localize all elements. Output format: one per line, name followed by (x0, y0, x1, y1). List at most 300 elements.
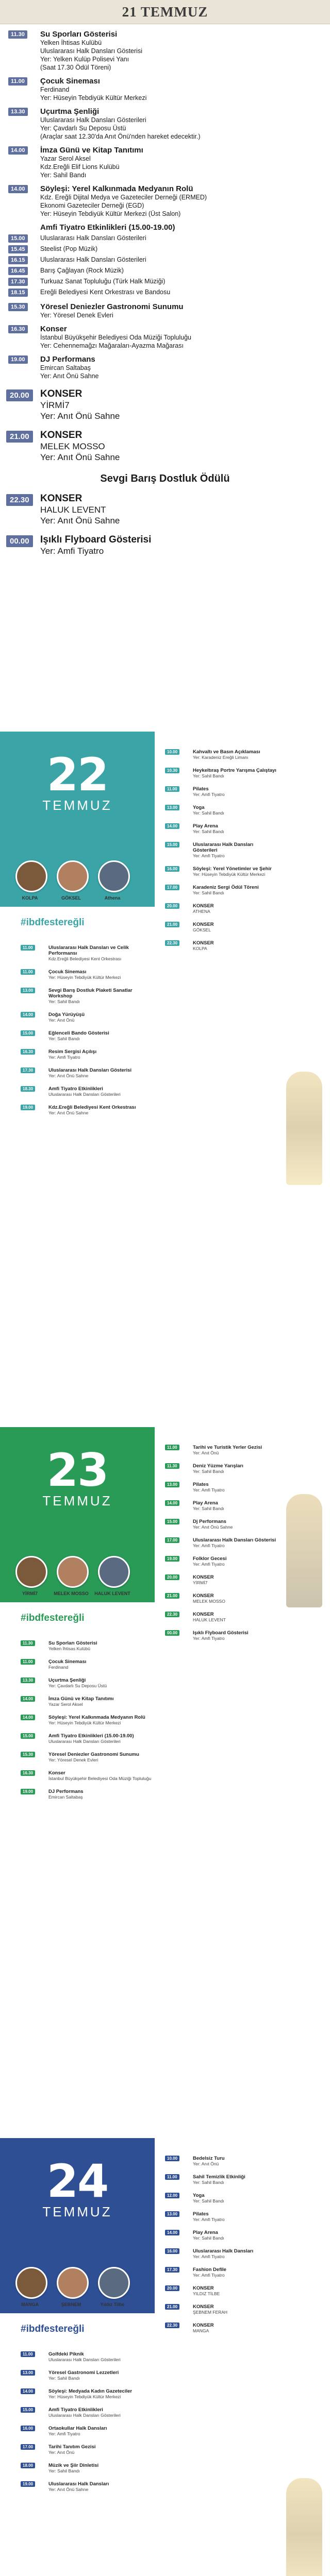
poster-event-title: Sevgi Barış Dostluk Plaketi Sanatlar Workshop (48, 988, 133, 999)
event-title: İmza Günü ve Kitap Tanıtımı (40, 146, 143, 155)
poster-event (21, 1752, 155, 1763)
poster-event-detail: Yer: Anıt Önü Sahne (48, 1073, 89, 1078)
poster-event-title: Söyleşi: Yerel Kalkınmada Medyanın Rolü (48, 1715, 145, 1720)
poster-time-badge: 15.30 (21, 1752, 35, 1757)
poster-event-title: Doğa Yürüyüşü (48, 1012, 85, 1018)
poster-time-badge: 11.00 (165, 2174, 179, 2180)
poster-time-badge: 14.00 (165, 2230, 179, 2235)
schedule-item (0, 223, 330, 232)
poster-event (21, 2426, 155, 2437)
time-badge: 13.30 (8, 108, 28, 116)
poster-event-title: Çocuk Sineması (48, 969, 87, 975)
poster-event-title: Play Arena (193, 1500, 218, 1506)
poster-event (165, 823, 278, 835)
poster-event (165, 1630, 278, 1641)
poster-time-badge: 11.00 (165, 786, 179, 792)
time-badge: 00.00 (6, 535, 33, 547)
poster-time-badge: 14.00 (21, 2388, 35, 2394)
poster-day-number: 23 (46, 1444, 108, 1497)
poster-event (21, 1030, 155, 1042)
time-badge: 20.00 (6, 389, 33, 401)
event-detail: HALUK LEVENT (40, 505, 106, 515)
poster-event-title: Play Arena (193, 823, 218, 829)
poster-event-title: Kahvaltı ve Basın Açıklaması (193, 749, 260, 755)
poster-event (165, 940, 278, 952)
day-poster (0, 732, 330, 1412)
poster-event-detail: Uluslararası Halk Dansları Gösterileri (48, 2357, 121, 2362)
poster-right-column (165, 1437, 278, 1641)
poster-event-detail: Yer: Amfi Tiyatro (48, 2431, 80, 2436)
poster-hashtag: #ibdfestereğli (21, 917, 85, 928)
poster-event-detail: Ferdinand (48, 1665, 69, 1670)
artist-name: YİRMİ7 (22, 1591, 38, 1596)
poster-event-detail: Yer: Anıt Önü (48, 2450, 75, 2455)
poster-left-column (21, 1633, 155, 1800)
poster-event-detail: Yer: Sahil Bandı (48, 999, 80, 1004)
event-detail: Uluslararası Halk Dansları Gösterileri (40, 234, 146, 242)
poster-event (165, 2248, 278, 2260)
event-detail: Yer: Anıt Önü Sahne (40, 516, 120, 526)
poster-hashtag: #ibdfestereğli (21, 1613, 85, 1623)
poster-event-title: KONSER (193, 2323, 214, 2328)
poster-event-detail: Yer: Amfi Tiyatro (193, 2273, 225, 2278)
time-badge: 16.45 (8, 267, 28, 275)
poster-event-detail: Yer: Hüseyin Tebdiyük Kültür Merkezi (48, 975, 121, 980)
poster-time-badge: 17.00 (21, 2444, 35, 2450)
poster-event-title: Bedelsiz Turu (193, 2156, 225, 2161)
poster-event-detail: Yer: Sahil Bandı (193, 810, 224, 816)
time-badge: 16.30 (8, 325, 28, 333)
poster-event (165, 866, 278, 877)
poster-event-detail: ŞEBNEM FERAH (193, 2310, 228, 2315)
schedule-item (0, 302, 330, 319)
poster-event (21, 2444, 155, 2455)
poster-event-detail: Yer: Amfi Tiyatro (193, 2217, 225, 2222)
poster-event-title: KONSER (193, 2285, 214, 2291)
poster-event-title: Uluslararası Halk Dansları (193, 2248, 254, 2254)
poster-event (21, 2388, 155, 2400)
poster-event (21, 2351, 155, 2363)
poster-event (165, 2323, 278, 2334)
poster-event-detail: YILDIZ TİLBE (193, 2291, 220, 2296)
poster-event-detail: MELEK MOSSO (193, 1599, 225, 1604)
poster-event-detail: Yer: Sahil Bandı (193, 2198, 224, 2204)
poster-event-detail: Yer: Sahil Bandı (193, 2235, 224, 2241)
poster-event-detail: Yer: Amfi Tiyatro (193, 1543, 225, 1548)
poster-time-badge: 14.00 (21, 1012, 35, 1018)
poster-time-badge: 20.00 (165, 1574, 179, 1580)
poster-event-title: Kdz.Ereğli Belediyesi Kent Orkestrası (48, 1105, 136, 1110)
schedule-item (0, 234, 330, 243)
artist-name: MELEK MOSSO (54, 1591, 89, 1596)
poster-event-detail: Yer: Sahil Bandı (193, 1469, 224, 1474)
poster-event-title: Dj Performans (193, 1519, 226, 1524)
poster-event (165, 1556, 278, 1567)
poster-event (165, 2174, 278, 2185)
poster-time-badge: 17.00 (165, 1537, 179, 1543)
poster-event-detail: Yer: Anıt Önü Sahne (48, 2487, 89, 2492)
poster-event (165, 2267, 278, 2278)
event-title: Söyleşi: Yerel Kalkınmada Medyanın Rolü (40, 184, 193, 193)
poster-time-badge: 16.30 (21, 1049, 35, 1055)
poster-event (165, 786, 278, 798)
poster-event (165, 842, 278, 859)
poster-event-title: Yoga (193, 805, 205, 810)
artist-name: Athena (104, 895, 121, 901)
poster-event (165, 1593, 278, 1604)
poster-time-badge: 21.00 (165, 2304, 179, 2310)
schedule-item (0, 430, 330, 463)
poster-time-badge: 17.30 (165, 2267, 179, 2273)
schedule-list (0, 25, 330, 556)
poster-event (165, 1463, 278, 1475)
schedule-item (0, 534, 330, 556)
event-title: Su Sporları Gösterisi (40, 30, 118, 39)
poster-event (165, 922, 278, 933)
poster-event (165, 885, 278, 896)
day-poster (0, 2138, 330, 2576)
poster-time-badge: 19.00 (165, 1556, 179, 1562)
poster-event-title: Deniz Yüzme Yarışları (193, 1463, 243, 1469)
event-detail: Ferdinand (40, 86, 70, 93)
award-title: Sevgi Barış Dostluk Ödülü (100, 473, 230, 484)
poster-event-detail: Yer: Amfi Tiyatro (193, 792, 225, 797)
poster-time-badge: 11.00 (165, 1445, 179, 1450)
poster-time-badge: 19.00 (21, 1105, 35, 1110)
poster-time-badge: 17.30 (21, 1067, 35, 1073)
poster-event-detail: Yer: Anıt Önü (193, 1450, 219, 1455)
poster-event-title: Uluslararası Halk Dansları Gösterisi (48, 1067, 132, 1073)
statue-decoration (286, 1494, 322, 1607)
poster-day-number: 22 (46, 748, 108, 801)
poster-event-title: Play Arena (193, 2230, 218, 2235)
poster-time-badge: 13.00 (165, 1482, 179, 1487)
event-detail: Yer: Amfi Tiyatro (40, 546, 104, 556)
poster-time-badge: 15.00 (21, 1030, 35, 1036)
schedule-item (0, 30, 330, 72)
poster-event-title: KONSER (193, 922, 214, 927)
poster-event (21, 1715, 155, 1726)
poster-time-badge: 19.00 (21, 1789, 35, 1794)
schedule-item (0, 277, 330, 286)
poster-event (165, 1612, 278, 1623)
poster-time-badge: 16.00 (21, 2426, 35, 2431)
artist-avatar (15, 2267, 47, 2299)
poster-time-badge: 16.00 (165, 866, 179, 872)
poster-time-badge: 22.30 (165, 2323, 179, 2328)
statue-decoration (286, 1072, 322, 1185)
poster-event (21, 1733, 155, 1744)
poster-event-detail: Yer: Hüseyin Tebdiyük Kültür Merkezi (48, 2394, 121, 2399)
poster-event-detail: Yer: Sahil Bandı (193, 1506, 224, 1511)
artist-avatar (57, 2267, 89, 2299)
time-badge: 15.30 (8, 303, 28, 311)
poster-time-badge: 10.00 (165, 749, 179, 755)
time-badge: 11.30 (8, 30, 27, 39)
artist-name: GÖKSEL (61, 895, 81, 901)
poster-event (165, 1537, 278, 1549)
poster-event (21, 969, 155, 980)
poster-time-badge: 14.00 (165, 1500, 179, 1506)
poster-event (165, 1500, 278, 1512)
poster-event-title: Amfi Tiyatro Etkinlikleri (48, 1086, 103, 1092)
poster-event (21, 1677, 155, 1689)
poster-time-badge: 17.00 (165, 885, 179, 890)
poster-event-detail: Yer: Sahil Bandı (193, 773, 224, 778)
event-detail: Yer: Yelken Kulüp Polisevi Yanı (40, 56, 129, 63)
poster-event (21, 1770, 155, 1782)
poster-event-title: Resim Sergisi Açılışı (48, 1049, 97, 1055)
event-detail: Yer: Çavdarlı Su Deposu Üstü (40, 125, 126, 132)
poster-event (165, 805, 278, 816)
poster-time-badge: 16.00 (165, 2248, 179, 2254)
poster-event (165, 1574, 278, 1586)
schedule-item (0, 107, 330, 141)
poster-event-title: KONSER (193, 1574, 214, 1580)
artist-avatar (57, 860, 89, 892)
schedule-item (0, 184, 330, 218)
poster-time-badge: 11.00 (21, 969, 35, 975)
poster-time-badge: 13.00 (165, 2211, 179, 2217)
poster-time-badge: 11.30 (21, 1640, 35, 1646)
day-poster (0, 1427, 330, 2123)
poster-event-detail: Yer: Anıt Önü (193, 2161, 219, 2166)
event-detail: YİRMİ7 (40, 400, 70, 410)
page-header (0, 0, 330, 24)
poster-event-title: Çocuk Sineması (48, 1659, 87, 1665)
event-detail: Uluslararası Halk Dansları Gösterisi (40, 47, 142, 55)
poster-event-detail: YİRMİ7 (193, 1580, 208, 1585)
poster-event-title: Uluslararası Halk Dansları ve Celik Performansı (48, 945, 129, 956)
artist-name: KOLPA (22, 895, 38, 901)
poster-time-badge: 15.00 (21, 2407, 35, 2413)
poster-event-detail: Yer: Çavdarlı Su Deposu Üstü (48, 1683, 107, 1688)
poster-event (165, 768, 278, 779)
poster-time-badge: 10.30 (165, 768, 179, 773)
poster-event-detail: Yazar Serol Aksel (48, 1702, 83, 1707)
poster-event-title: Yöresel Deniezler Gastronomi Sunumu (48, 1752, 139, 1757)
poster-event (21, 2370, 155, 2381)
poster-event-title: Uluslararası Halk Dansları Gösterileri (193, 842, 254, 853)
poster-event-detail: Yer: Amfi Tiyatro (48, 1055, 80, 1060)
poster-event-title: Golfdeki Piknik (48, 2351, 84, 2357)
event-detail: Yelken İhtisas Kulübü (40, 39, 102, 46)
poster-event-detail: İstanbul Büyükşehir Belediyesi Oda Müziği Topluluğu (48, 1776, 152, 1781)
poster-left-column (21, 2344, 155, 2493)
event-detail: Emircan Saltabaş (40, 364, 91, 371)
time-badge: 11.00 (8, 77, 27, 86)
poster-month: TEMMUZ (42, 798, 112, 813)
poster-event-title: Pilates (193, 786, 209, 792)
schedule-item (0, 146, 330, 179)
poster-time-badge: 15.00 (21, 1733, 35, 1739)
event-title: Konser (40, 325, 67, 333)
poster-event (21, 1696, 155, 1707)
event-detail: Yer: Hüseyin Tebdiyük Kültür Merkezi (Üst Salon) (40, 210, 181, 217)
poster-event-title: KONSER (193, 940, 214, 946)
poster-event-title: DJ Performans (48, 1789, 84, 1794)
poster-time-badge: 11.00 (21, 945, 35, 951)
poster-event (165, 1519, 278, 1530)
poster-right-column (165, 2148, 278, 2334)
poster-event-title: Pilates (193, 1482, 209, 1487)
poster-event-detail: Yer: Hüseyin Tebdiyük Kültür Merkezi (48, 1720, 121, 1725)
poster-time-badge: 14.00 (165, 823, 179, 829)
poster-event-title: Heykeltıraş Portre Yarışma Çalıştayı (193, 768, 276, 773)
poster-event-title: Konser (48, 1770, 65, 1776)
schedule-item (0, 325, 330, 350)
artist-name: MANGA (21, 2302, 39, 2307)
event-detail: MELEK MOSSO (40, 442, 105, 451)
event-detail: Uluslararası Halk Dansları Gösterileri (40, 116, 146, 124)
poster-event-detail: Yer: Sahil Bandı (48, 2376, 80, 2381)
poster-event-detail: Yer: Sahil Bandı (193, 829, 224, 834)
poster-event (165, 2193, 278, 2204)
event-title: Uçurtma Şenliği (40, 107, 100, 116)
poster-event (21, 1012, 155, 1023)
poster-event (165, 749, 278, 760)
poster-event-detail: Yer: Sahil Bandı (193, 890, 224, 895)
poster-event (165, 2285, 278, 2297)
artist-avatar (15, 1556, 47, 1588)
poster-time-badge: 13.00 (165, 805, 179, 810)
artist-avatar (57, 1556, 89, 1588)
poster-event (165, 903, 278, 914)
poster-event (165, 2211, 278, 2223)
event-detail: Turkuaz Sanat Topluluğu (Türk Halk Müziği) (40, 278, 166, 285)
poster-hashtag: #ibdfestereğli (21, 2324, 85, 2334)
event-title: KONSER (40, 493, 82, 504)
poster-event (21, 1789, 155, 1800)
event-detail: (Saat 17.30 Ödül Töreni) (40, 64, 111, 71)
time-badge: 17.30 (8, 278, 28, 286)
poster-event-detail: KOLPA (193, 946, 207, 951)
poster-event-title: Karadeniz Sergi Ödül Töreni (193, 885, 259, 890)
poster-time-badge: 20.00 (165, 2285, 179, 2291)
poster-time-badge: 16.30 (21, 1770, 35, 1776)
poster-event-title: Işıklı Flyboard Gösterisi (193, 1630, 249, 1636)
poster-event (21, 2463, 155, 2474)
schedule-item (0, 288, 330, 297)
poster-month: TEMMUZ (42, 1493, 112, 1509)
poster-event-title: Tarihi Tanıtım Gezisi (48, 2444, 96, 2450)
schedule-item (0, 266, 330, 276)
schedule-item (0, 355, 330, 380)
time-badge: 18.15 (8, 289, 28, 297)
poster-event-title: Fashion Defile (193, 2267, 226, 2273)
poster-event-detail: Yer: Anıt Önü Sahne (48, 1110, 89, 1115)
poster-event-title: Söyleşi: Yerel Yönetimler ve Şehir (193, 866, 272, 872)
schedule-item (0, 256, 330, 265)
poster-event-title: Müzik ve Şiir Dinletisi (48, 2463, 99, 2468)
event-detail: Yer: Anıt Önü Sahne (40, 372, 99, 380)
poster-event-detail: Yer: Anıt Önü (48, 1018, 75, 1023)
poster-time-badge: 18.30 (21, 1086, 35, 1092)
poster-event-title: İmza Günü ve Kitap Tanıtımı (48, 1696, 114, 1702)
page-title: 21 TEMMUZ (122, 4, 208, 20)
poster-time-badge: 21.00 (165, 922, 179, 927)
poster-event (21, 1086, 155, 1097)
poster-event-title: Yöresel Gastronomi Lezzetleri (48, 2370, 119, 2376)
poster-event-detail: Yer: Amfi Tiyatro (193, 853, 225, 858)
poster-event-title: Folklor Gecesi (193, 1556, 227, 1562)
poster-event-title: KONSER (193, 1593, 214, 1599)
event-detail: Ereğli Belediyesi Kent Orkestrası ve Bandosu (40, 289, 171, 296)
poster-time-badge: 12.00 (165, 2193, 179, 2198)
poster-time-badge: 14.00 (21, 1696, 35, 1702)
poster-event-detail: Yer: Amfi Tiyatro (193, 2254, 225, 2259)
poster-event-title: Uluslararası Halk Dansları (48, 2481, 109, 2487)
event-detail: (Araçlar saat 12.30'da Anıt Önü'nden hareket edecektir.) (40, 133, 201, 140)
event-detail: Yer: Sahil Bandı (40, 172, 87, 179)
poster-event-detail: ATHENA (193, 909, 210, 914)
poster-event (21, 2407, 155, 2418)
poster-event-detail: Yer: Sahil Bandı (48, 1036, 80, 1041)
poster-time-badge: 13.30 (21, 1677, 35, 1683)
poster-event-title: Tarihi ve Turistik Yerler Gezisi (193, 1445, 262, 1450)
event-detail: Yer: Anıt Önü Sahne (40, 411, 120, 421)
event-detail: İstanbul Büyükşehir Belediyesi Oda Müziği Topluluğu (40, 334, 191, 341)
time-badge: 22.30 (6, 494, 33, 506)
poster-event-title: Söyleşi: Medyada Kadın Gazeteciler (48, 2388, 133, 2394)
poster-event (21, 1105, 155, 1116)
poster-event-title: Amfi Tiyatro Etkinlikleri (48, 2407, 103, 2413)
artist-avatar (98, 860, 130, 892)
poster-event-detail: Yer: Yöresel Denek Evleri (48, 1757, 98, 1762)
time-badge: 14.00 (8, 185, 28, 193)
poster-event (21, 988, 155, 1005)
artist-name: ŞEBNEM (61, 2302, 81, 2307)
poster-event-detail: Yer: Amfi Tiyatro (193, 1562, 225, 1567)
statue-decoration (286, 2478, 322, 2576)
poster-event (21, 1640, 155, 1652)
poster-event-detail: Emircan Saltabaş (48, 1794, 83, 1800)
poster-event (165, 2230, 278, 2241)
poster-event-title: KONSER (193, 1612, 214, 1617)
poster-event-detail: Yer: Amfi Tiyatro (193, 1487, 225, 1493)
event-detail: Uluslararası Halk Dansları Gösterileri (40, 256, 146, 263)
event-title: DJ Performans (40, 355, 95, 364)
poster-event-detail: Yelken İhtisas Kulübü (48, 1646, 90, 1651)
event-title: Işıklı Flyboard Gösterisi (40, 534, 152, 545)
time-badge: 21.00 (6, 431, 33, 443)
poster-event-detail: Yer: Hüseyin Tebdiyük Kültür Merkezi (193, 872, 266, 877)
event-title: Yöresel Deniezler Gastronomi Sunumu (40, 302, 184, 311)
poster-event (21, 945, 155, 962)
artist-avatar (15, 860, 47, 892)
event-detail: Barış Çağlayan (Rock Müzik) (40, 267, 124, 274)
poster-time-badge: 20.00 (165, 903, 179, 909)
poster-time-badge: 21.00 (165, 1593, 179, 1599)
poster-event-title: Uçurtma Şenliği (48, 1677, 86, 1683)
poster-event (21, 2481, 155, 2493)
artist-avatar (98, 1556, 130, 1588)
poster-time-badge: 15.00 (165, 842, 179, 848)
poster-event-title: Su Sporları Gösterisi (48, 1640, 97, 1646)
poster-event-detail: Uluslararası Halk Dansları Gösterileri (48, 1739, 121, 1744)
event-detail: Steelist (Pop Müzik) (40, 245, 98, 252)
poster-day-number: 24 (46, 2155, 108, 2208)
poster-time-badge: 11.00 (21, 2351, 35, 2357)
event-detail: Yer: Anıt Önü Sahne (40, 452, 120, 462)
poster-time-badge: 19.00 (21, 2481, 35, 2487)
event-detail: Yer: Yöresel Denek Evleri (40, 312, 113, 319)
poster-event (165, 2304, 278, 2315)
schedule-item (0, 493, 330, 526)
event-detail: Yer: Cehennemağzı Mağaraları-Ayazma Mağarası (40, 342, 184, 349)
poster-time-badge: 11.00 (21, 1659, 35, 1665)
poster-event (21, 1049, 155, 1060)
